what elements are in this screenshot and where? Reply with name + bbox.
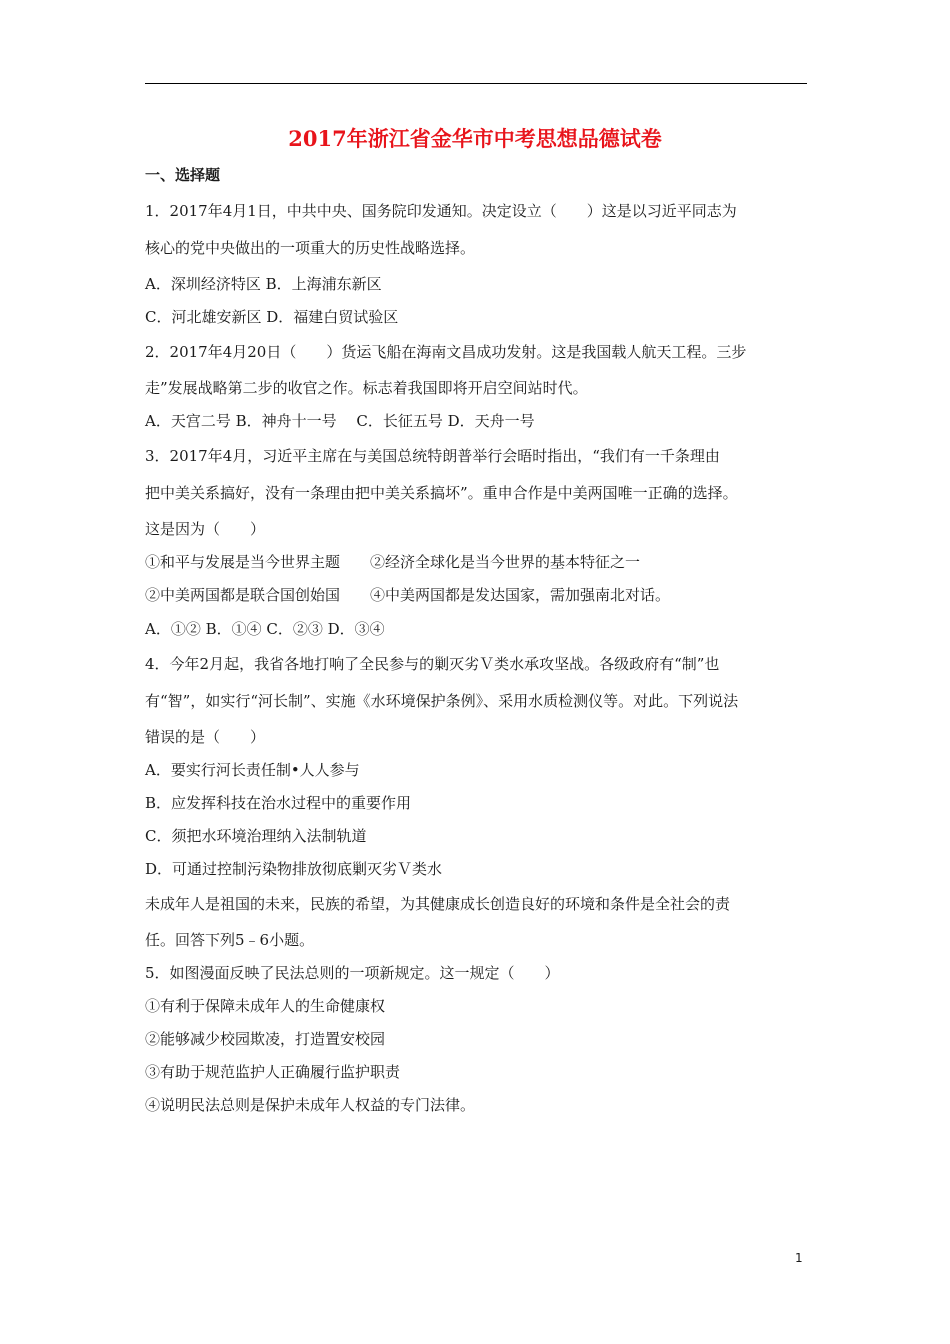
text-line: C．须把水环境治理纳入法制轨道 bbox=[145, 827, 367, 845]
text-line: 核心的党中央做出的一项重大的历史性战略选择。 bbox=[145, 239, 476, 257]
text-line: A．深圳经济特区 B．上海浦东新区 bbox=[145, 275, 382, 293]
text-line: 把中美关系搞好，没有一条理由把中美关系搞坏”。重申合作是中美两国唯一正确的选择。 bbox=[145, 484, 738, 502]
text-line: A．天宫二号 B．神舟十一号 C．长征五号 D．天舟一号 bbox=[145, 412, 535, 430]
text-line: ②能够减少校园欺凌，打造置安校园 bbox=[145, 1030, 386, 1048]
text-line: A．要实行河长责任制•人人参与 bbox=[145, 761, 360, 779]
text-line: ①和平与发展是当今世界主题 ②经济全球化是当今世界的基本特征之一 bbox=[145, 553, 641, 571]
text-line: D．可通过控制污染物排放彻底剿灭劣Ｖ类水 bbox=[145, 860, 443, 878]
text-line: 错误的是（ ） bbox=[145, 728, 266, 746]
text-line: ①有利于保障未成年人的生命健康权 bbox=[145, 997, 386, 1015]
text-line: C．河北雄安新区 D．福建白贸试验区 bbox=[145, 308, 399, 326]
text-line: ②中美两国都是联合国创始国 ④中美两国都是发达国家，需加强南北对话。 bbox=[145, 586, 671, 604]
text-line: 走”发展战略第二步的收官之作。标志着我国即将开启空间站时代。 bbox=[145, 379, 588, 397]
text-line: 5．如图漫面反映了民法总则的一项新规定。这一规定（ ） bbox=[145, 964, 560, 982]
header-rule bbox=[145, 83, 807, 84]
text-line: ④说明民法总则是保护未成年人权益的专门法律。 bbox=[145, 1096, 476, 1114]
text-line: 有“智”，如实行“河长制”、实施《水环境保护条例》、采用水质检测仪等。对此。下列说法 bbox=[145, 692, 739, 710]
text-line: 这是因为（ ） bbox=[145, 520, 266, 538]
text-line: 1．2017年4月1日，中共中央、国务院印发通知。决定设立（ ）这是以习近平同志为 bbox=[145, 202, 737, 220]
exam-title: 2017年浙江省金华市中考思想品德试卷 bbox=[288, 126, 662, 151]
text-line: 4．今年2月起，我省各地打响了全民参与的剿灭劣Ｖ类水承攻坚战。各级政府有“制”也 bbox=[145, 655, 720, 673]
text-line: 3．2017年4月，习近平主席在与美国总统特朗普举行会晤时指出，“我们有一千条理由 bbox=[145, 447, 720, 465]
text-line: 2．2017年4月20日（ ）货运飞船在海南文昌成功发射。这是我国载人航天工程。三步 bbox=[145, 343, 747, 361]
page-number: 1 bbox=[795, 1251, 803, 1265]
text-line: A．①② B．①④ C．②③ D．③④ bbox=[145, 620, 385, 638]
text-line: ③有助于规范监护人正确履行监护职责 bbox=[145, 1063, 401, 1081]
text-line: 任。回答下列5﹣6小题。 bbox=[145, 931, 315, 949]
question-body bbox=[145, 193, 807, 1122]
text-line: B．应发挥科技在治水过程中的重要作用 bbox=[145, 794, 412, 812]
section-heading: 一、选择题 bbox=[145, 166, 221, 184]
text-line: 未成年人是祖国的未来，民族的希望，为其健康成长创造良好的环境和条件是全社会的责 bbox=[145, 895, 731, 913]
